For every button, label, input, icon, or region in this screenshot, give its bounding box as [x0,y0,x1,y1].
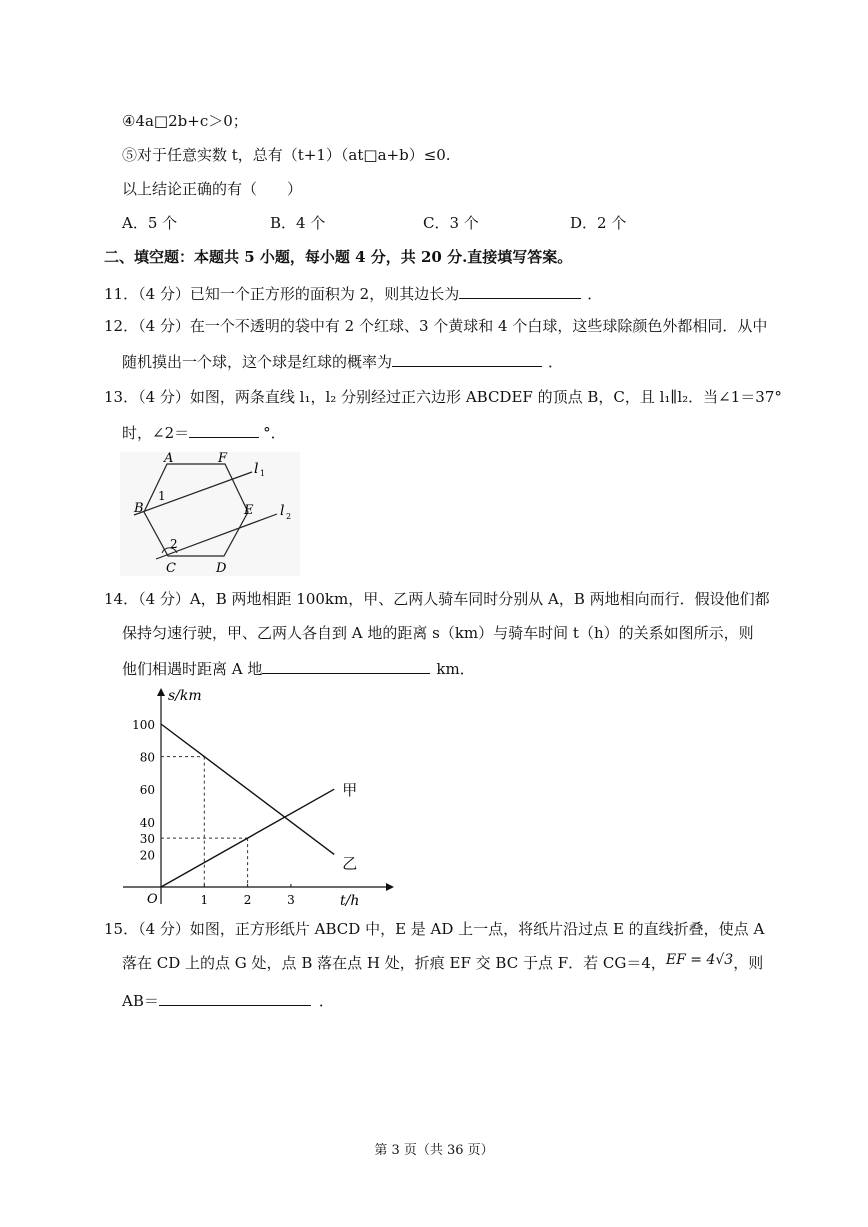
label-l2: l [280,503,285,519]
q14-line2: 保持匀速行驶，甲、乙两人各自到 A 地的距离 s（km）与骑车时间 t（h）的关系如图所示，则 [122,624,754,642]
q15-line2 [122,953,763,974]
q14-line1: 14．（4 分）A，B 两地相距 100km，甲、乙两人骑车同时分别从 A，B 两地相向而行．假设他们都 [104,590,770,608]
x-tick-label: 3 [287,893,295,907]
q14-line3 [122,657,475,679]
label-l2-sub: 2 [286,512,292,521]
q11-end: ． [587,285,603,303]
x-tick-label: 2 [243,893,252,907]
label-l1-sub: 1 [260,469,266,478]
q11-stem: 11．（4 分）已知一个正方形的面积为 2，则其边长为 [104,285,460,303]
label-a: A [164,452,174,466]
q10-item5: ⑤对于任意实数 t，总有（t+1）（at□a+b）≤0. [122,146,451,164]
y-tick-label: 80 [139,750,155,765]
origin-label: O [147,892,158,907]
q12-stem: 随机摸出一个球，这个球是红球的概率为 [122,353,393,371]
q15-line3 [122,989,334,1011]
label-l1: l [254,461,259,477]
q15-line1: 15．（4 分）如图，正方形纸片 ABCD 中，E 是 AD 上一点，将纸片沿过点 E 的直线折叠，使点 A [104,920,765,938]
q15-ab-label: AB＝ [122,992,159,1010]
q13-end: °． [263,424,286,442]
q14-answer-blank[interactable] [262,657,430,674]
q13-answer-blank[interactable] [189,421,259,438]
q14-end: km． [436,660,475,678]
q10-option-c: C．3 个 [423,214,479,232]
y-tick-label: 20 [139,848,155,863]
q12-line2 [122,350,563,372]
q12-answer-blank[interactable] [392,350,542,367]
label-c: C [166,561,176,576]
q13-stem: 时，∠2＝ [122,424,190,442]
x-axis-label: t/h [340,893,360,909]
hexagon-figure [120,452,300,576]
y-tick-label: 100 [132,718,155,732]
q10-option-a: A．5 个 [122,214,178,232]
q11-text [104,282,602,304]
q10-item4: ④4a□2b+c＞0； [122,112,248,130]
q15-end: ． [318,992,334,1010]
page-footer: 第 3 页（共 36 页） [374,1143,494,1158]
q13-line1: 13．（4 分）如图，两条直线 l₁，l₂ 分别经过正六边形 ABCDEF 的顶点 B，C，且 l₁∥l₂．当∠1＝37° [104,388,782,406]
q10-option-d: D．2 个 [570,214,627,232]
x-tick-label: 1 [200,893,209,907]
q13-line2 [122,421,286,443]
label-angle-2: 2 [170,537,178,551]
q15-answer-blank[interactable] [159,989,311,1006]
y-tick-label: 30 [139,832,155,847]
label-d: D [216,561,227,576]
q11-answer-blank[interactable] [459,282,581,299]
q15-stem: 落在 CD 上的点 G 处，点 B 落在点 H 处，折痕 EF 交 BC 于点 F．若 CG＝4， [122,954,666,972]
label-f: F [218,452,228,466]
section-heading: 二、填空题：本题共 5 小题，每小题 4 分，共 20 分.直接填写答案。 [104,248,573,266]
label-e: E [244,503,254,518]
q15-tail: ，则 [733,954,764,972]
y-tick-label: 40 [139,815,155,830]
series-label-jia: 甲 [342,781,358,800]
distance-time-chart [118,684,398,909]
y-tick-label: 60 [139,783,155,798]
series-label-yi: 乙 [342,854,358,873]
q10-option-b: B．4 个 [270,214,326,232]
label-b: B [134,501,144,516]
label-angle-1: 1 [158,489,166,503]
y-axis-label: s/km [168,688,202,704]
q12-line1: 12．（4 分）在一个不透明的袋中有 2 个红球、3 个黄球和 4 个白球，这些球除颜色外都相同．从中 [104,317,768,335]
q14-stem: 他们相遇时距离 A 地 [122,660,263,678]
q12-end: ． [548,353,564,371]
q10-prompt: 以上结论正确的有（ ） [122,180,303,198]
q15-formula: EF = 4√3 [665,952,734,968]
